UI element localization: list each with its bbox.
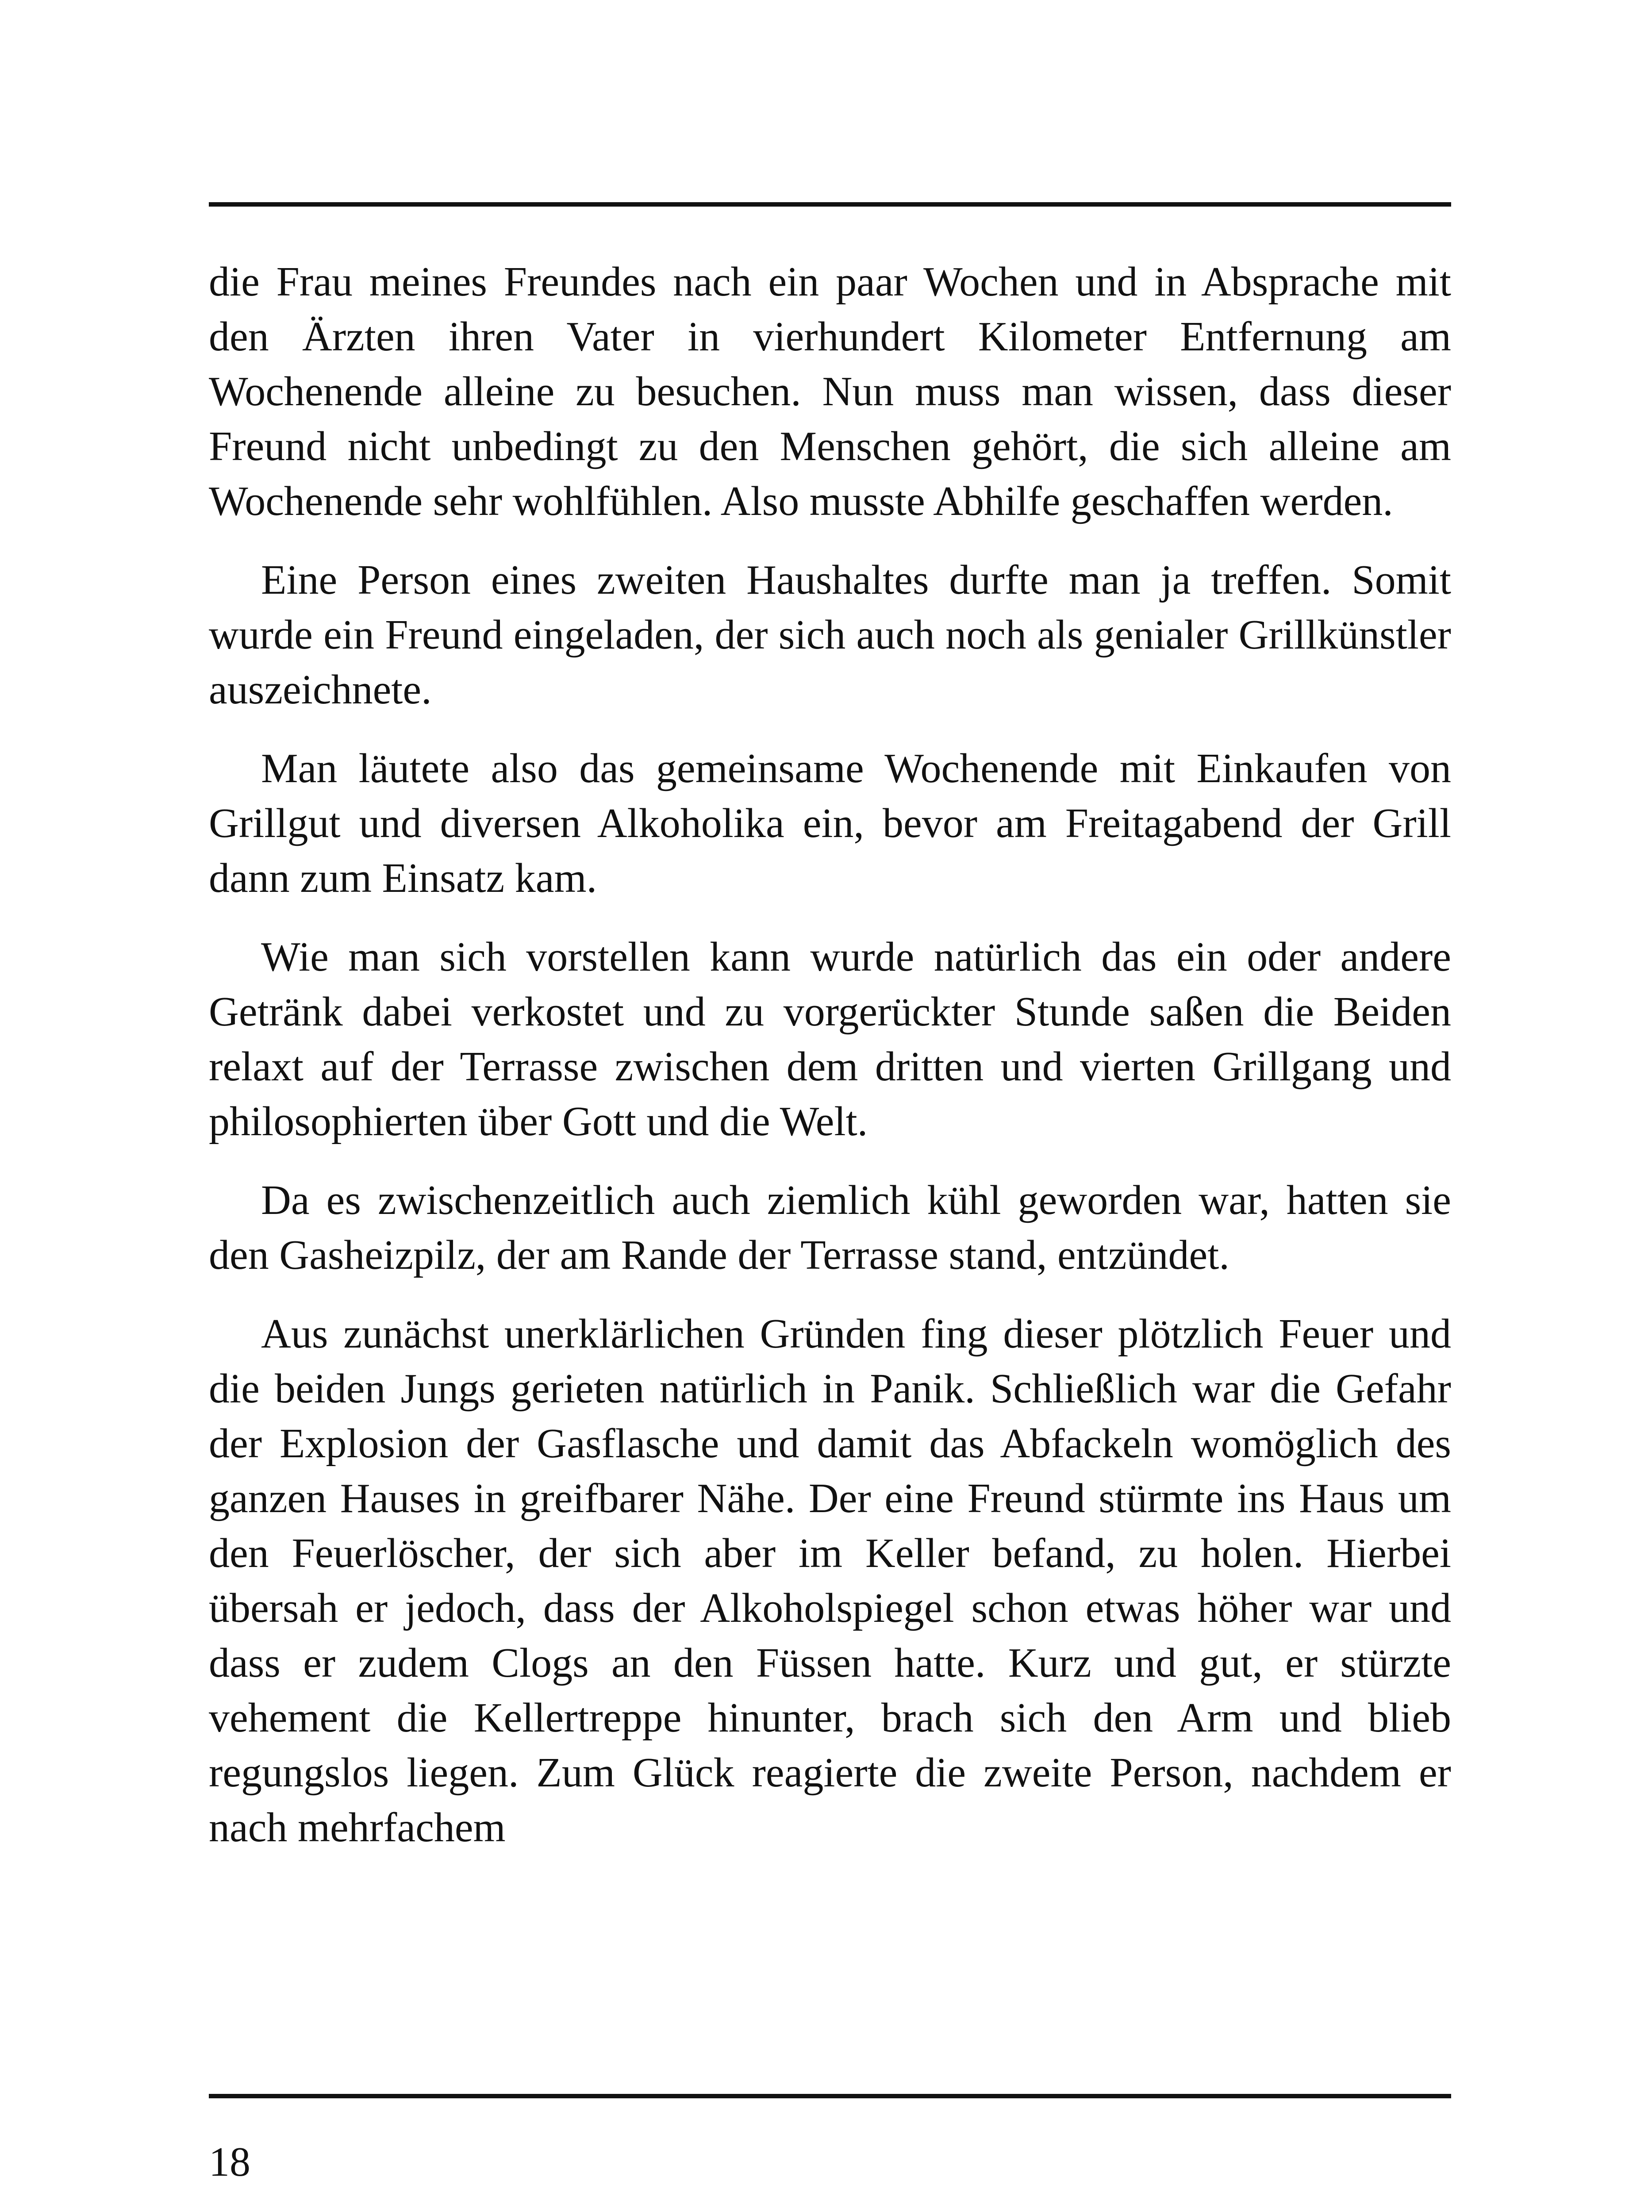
paragraph-1: die Frau meines Freundes nach ein paar Wochen und in Absprache mit den Ärzten ihren Vater in vierhundert Kilometer Entfernung am Wochenende alleine zu besuchen. Nun muss man wissen, dass dieser Freund nicht unbedingt zu den Menschen gehört, die sich alleine am Wochenende sehr wohlfühlen. Also musste Abhilfe geschaffen werden. <box>209 259 1451 524</box>
paragraph-6: Aus zunächst unerklärlichen Gründen fing dieser plötzlich Feuer und die beiden Jungs gerieten natürlich in Panik. Schließlich war die Gefahr der Explosion der Gasflasche und damit das Abfackeln womöglich des ganzen Hauses in greifbarer Nähe. Der eine Freund stürmte ins Haus um den Feuerlöscher, der sich aber im Keller befand, zu holen. Hierbei übersah er jedoch, dass der Alkoholspiegel schon etwas höher war und dass er zudem Clogs an den Füssen hatte. Kurz und gut, er stürzte vehement die Kellertreppe hinunter, brach sich den Arm und blieb regungslos liegen. Zum Glück reagierte die zweite Person, nachdem er nach mehrfachem <box>209 1311 1451 1851</box>
paragraph-2: Eine Person eines zweiten Haushaltes durfte man ja treffen. Somit wurde ein Freund eingeladen, der sich auch noch als genialer Grillkünstler auszeichnete. <box>209 557 1451 713</box>
paragraph-4: Wie man sich vorstellen kann wurde natürlich das ein oder andere Getränk dabei verkostet und zu vorgerückter Stunde saßen die Beiden relaxt auf der Terrasse zwischen dem dritten und vierten Grillgang und philosophierten über Gott und die Welt. <box>209 934 1451 1144</box>
page-body <box>209 254 1451 1879</box>
footer-rule <box>209 2094 1451 2098</box>
page-number: 18 <box>209 2139 250 2185</box>
header-rule <box>209 202 1451 207</box>
paragraph-5: Da es zwischenzeitlich auch ziemlich kühl geworden war, hatten sie den Gasheizpilz, der am Rande der Terrasse stand, entzündet. <box>209 1177 1451 1278</box>
paragraph-3: Man läutete also das gemeinsame Wochenende mit Einkaufen von Grillgut und diversen Alkoholika ein, bevor am Freitagabend der Grill dann zum Einsatz kam. <box>209 745 1451 901</box>
